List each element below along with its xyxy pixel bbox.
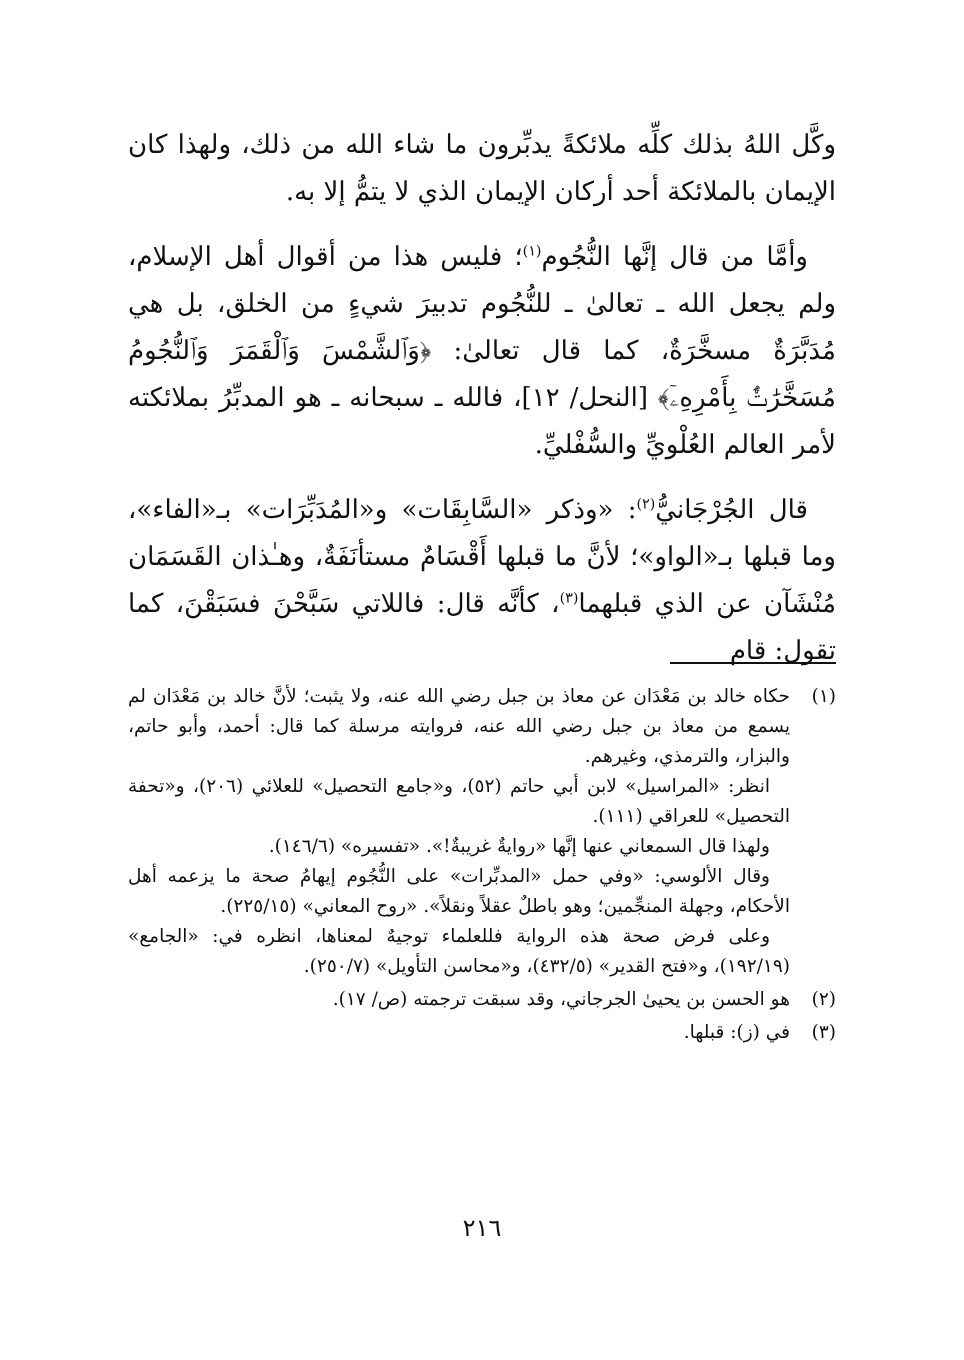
paragraph-3: [128, 487, 836, 675]
footnote-paragraph: حكاه خالد بن مَعْدَان عن معاذ بن جبل رضي الله عنه، ولا يثبت؛ لأنَّ خالد بن مَعْدَان لم يسمع من معاذ بن جبل رضي الله عنه، فروايته مرسلة كما قال: أحمد، وأبو حاتم، والبزار، والترمذي، وغيرهم.: [128, 686, 790, 767]
footnote-body: [128, 985, 790, 1015]
paragraph-2-text-a: وأمَّا من قال إنَّها النُّجُوم: [541, 242, 808, 272]
footnote-paragraph: ولهذا قال السمعاني عنها إنَّها «روايةٌ غريبةٌ!». «تفسيره» (١٤٦/٦).: [268, 836, 770, 857]
footnote-ref-2[interactable]: (٢): [636, 496, 656, 513]
paragraph-1-text: وكَّل اللهُ بذلك كلِّه ملائكةً يدبِّرون ما شاء الله من ذلك، ولهذا كان الإيمان بالملائكة أحد أركان الإيمان الذي لا يتمُّ إلا به.: [128, 130, 836, 207]
paragraph-3-text-c: ، كأنَّه قال: فاللاتي سَبَّحْنَ فسَبَقْنَ، كما تقول: قام: [128, 589, 836, 666]
paragraph-3-text-b: : «وذكر «السَّابِقَات» و«المُدَبِّرَات» بـ«الفاء»، وما قبلها بـ«الواو»؛ لأنَّ ما قبلها أَقْسَامٌ مستأنَفَةٌ، وهـٰذان القَسَمَان مُنْشَآن عن الذي قبلهما: [128, 495, 837, 619]
footnote-number: (٣): [811, 1022, 836, 1043]
footnote-ref-3[interactable]: (٣): [559, 590, 579, 607]
paragraph-2-text-b: ؛ فليس هذا من أقوال أهل الإسلام، ولم يجعل الله ـ تعالىٰ ـ للنُّجُوم تدبيرَ شيءٍ من الخلق، بل هي مُدَبَّرَةٌ مسخَّرَةٌ، كما قال تعالىٰ: ﴿وَٱلشَّمْسَ وَٱلْقَمَرَ وَٱلنُّجُومُ مُسَخَّرَٰتٌۢ بِأَمْرِهِۦٓ﴾ [النحل/ ١٢]، فالله ـ سبحانه ـ هو المدبِّرُ بملائكته لأمر العالم العُلْويِّ والسُّفْليِّ.: [128, 242, 836, 460]
main-text: [128, 122, 836, 675]
paragraph-3-text-a: قال الجُرْجَانيُّ: [655, 495, 808, 525]
footnote-number: (٢): [811, 989, 836, 1010]
footnote-2: [128, 985, 836, 1015]
footnote-ref-1[interactable]: (١): [522, 243, 542, 260]
footnote-number: (١): [811, 686, 836, 707]
footnote-1: [128, 682, 836, 982]
footnote-divider: [670, 662, 836, 664]
page-number: ٢١٦: [462, 1214, 502, 1242]
footnote-3: [128, 1018, 836, 1048]
footnote-paragraph: وقال الألوسي: «وفي حمل «المدبِّرات» على النُّجُوم إيهامُ صحة ما يزعمه أهل الأحكام، وجهلة المنجِّمين؛ وهو باطلٌ عقلاً ونقلاً». «روح المعاني» (٢٢٥/١٥).: [128, 866, 790, 917]
footnote-paragraph: في (ز): قبلها.: [683, 1022, 790, 1043]
footnote-paragraph: انظر: «المراسيل» لابن أبي حاتم (٥٢)، و«جامع التحصيل» للعلائي (٢٠٦)، و«تحفة التحصيل» للعراقي (١١١).: [128, 776, 790, 827]
footnote-paragraph: وعلى فرض صحة هذه الرواية فللعلماء توجيهٌ لمعناها، انظره في: «الجامع» (١٩٢/١٩)، و«فتح القدير» (٤٣٢/٥)، و«محاسن التأويل» (٢٥٠/٧).: [128, 926, 790, 977]
footnote-paragraph: هو الحسن بن يحيىٰ الجرجاني، وقد سبقت ترجمته (ص/ ١٧).: [332, 989, 790, 1010]
paragraph-2: [128, 234, 836, 469]
footnote-body: [128, 1018, 790, 1048]
paragraph-1: [128, 122, 836, 216]
footnote-body: [128, 682, 790, 982]
footnotes: [128, 682, 836, 1051]
